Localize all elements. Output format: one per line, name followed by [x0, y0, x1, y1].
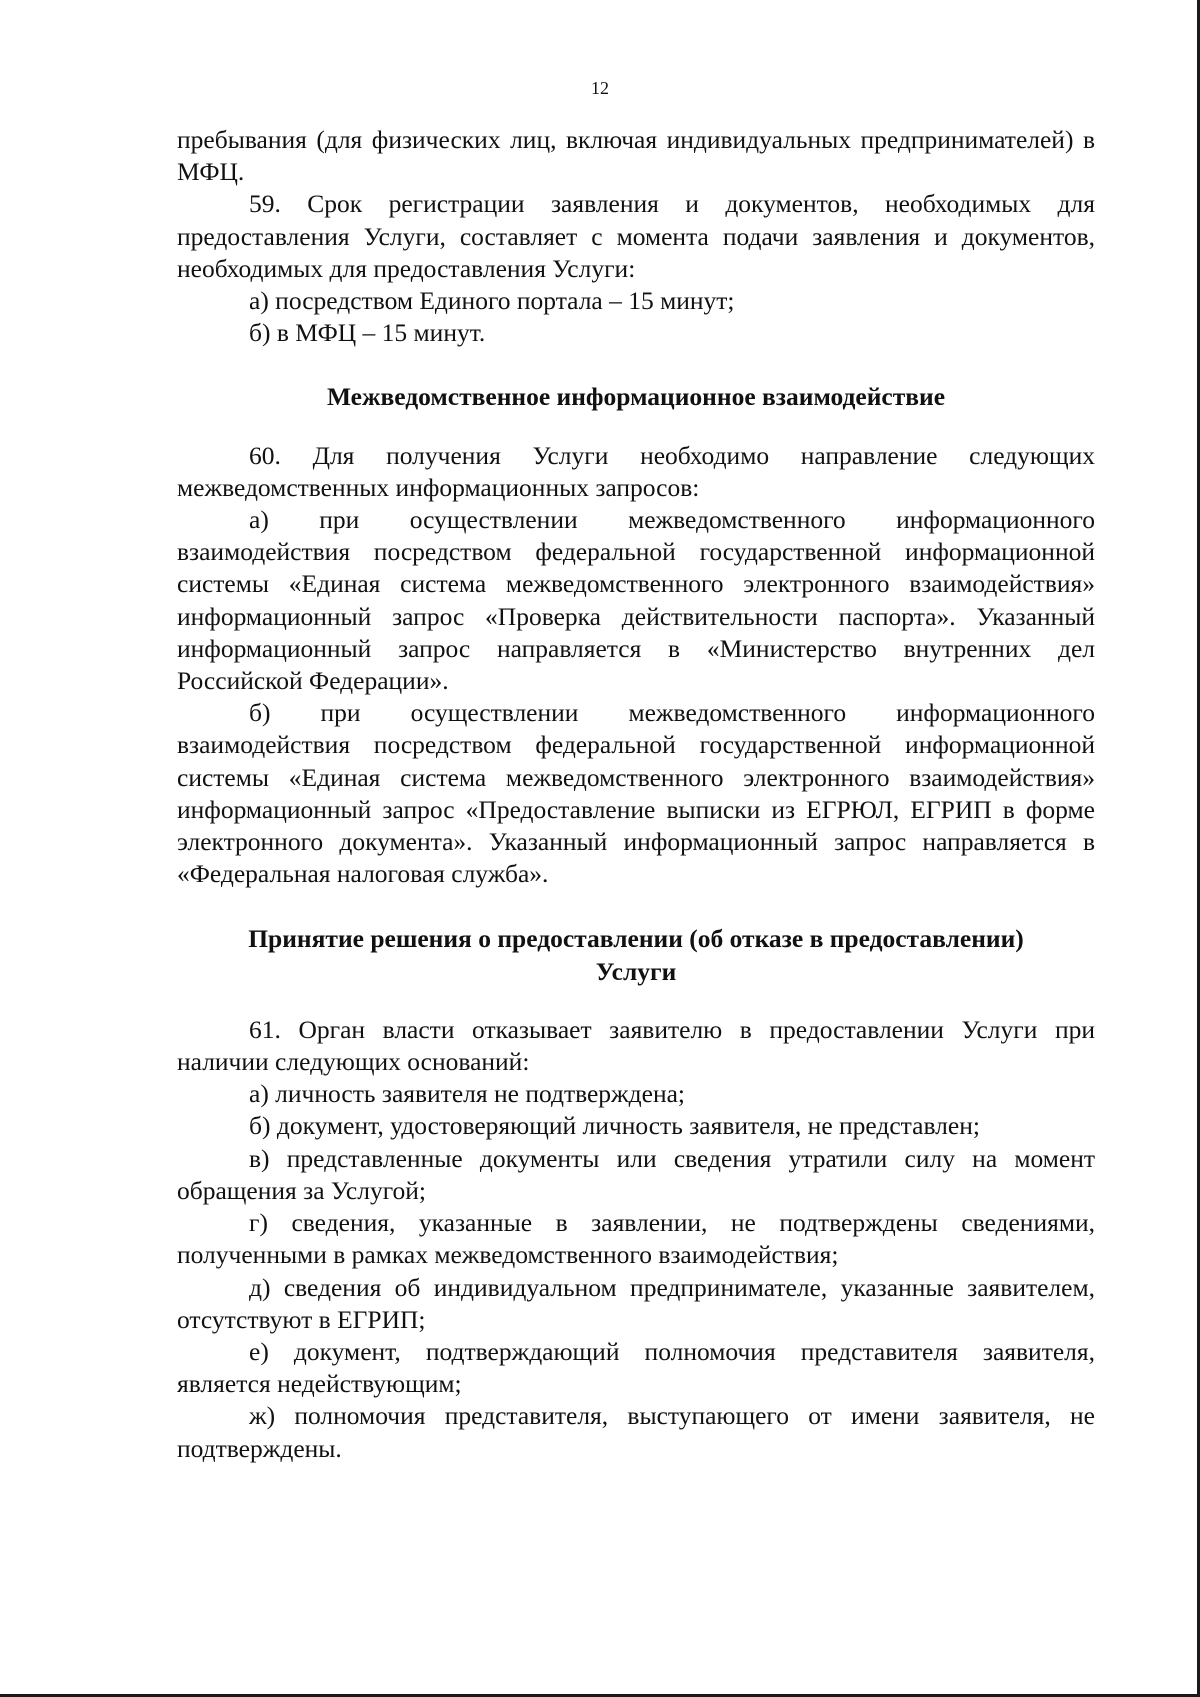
page-number: 12: [591, 78, 609, 98]
paragraph-60-a: а) при осуществлении межведомственного информационного взаимодействия посредством федеральной государственной информационной системы «Единая система межведомственного электронного взаимодействия» информационный запрос «Проверка действительности паспорта». Указанный информационный запрос направляется в «Министерство внутренних дел Российской Федерации».: [177, 505, 1095, 696]
paragraph-61: 61. Орган власти отказывает заявителю в предоставлении Услуги при наличии следующих оснований:: [177, 1014, 1095, 1077]
section-gap: [177, 349, 1095, 381]
paragraph-61-g: г) сведения, указанные в заявлении, не подтверждены сведениями, полученными в рамках межведомственного взаимодействия;: [177, 1208, 1095, 1270]
paragraph-61-a: а) личность заявителя не подтверждена;: [249, 1079, 686, 1109]
section-heading-interagency: Межведомственное информационное взаимодействие: [326, 382, 946, 412]
paragraph-61-d: д) сведения об индивидуальном предпринимателе, указанные заявителем, отсутствуют в ЕГРИП;: [177, 1272, 1095, 1334]
paragraph-60-b: б) при осуществлении межведомственного информационного взаимодействия посредством федеральной государственной информационной системы «Единая система межведомственного электронного взаимодействия» информационный запрос «Предоставление выписки из ЕГРЮЛ, ЕГРИП в форме электронного документа». Указанный информационный запрос направляется в «Федеральная налоговая служба».: [177, 698, 1095, 889]
paragraph-continuation: пребывания (для физических лиц, включая индивидуальных предпринимателей) в МФЦ.: [177, 125, 1095, 187]
section-heading-decision-line-2: Услуги: [595, 956, 677, 986]
paragraph-59-b: б) в МФЦ – 15 минут.: [249, 318, 486, 348]
section-gap: [177, 414, 1095, 440]
paragraph-61-zh: ж) полномочия представителя, выступающего от имени заявителя, не подтверждены.: [177, 1401, 1095, 1463]
paragraph-59-a: а) посредством Единого портала – 15 минут;: [249, 286, 735, 316]
paragraph-61-v: в) представленные документы или сведения утратили силу на момент обращения за Услугой;: [177, 1143, 1095, 1205]
paragraph-61-b: б) документ, удостоверяющий личность заявителя, не представлен;: [249, 1111, 980, 1141]
document-body: [177, 124, 1095, 1465]
section-heading-decision-line-1: Принятие решения о предоставлении (об отказе в предоставлении): [248, 924, 1024, 954]
paragraph-60: 60. Для получения Услуги необходимо направление следующих межведомственных информационных запросов:: [177, 440, 1095, 502]
section-gap: [177, 988, 1095, 1014]
section-gap: [177, 890, 1095, 923]
paragraph-61-e: е) документ, подтверждающий полномочия представителя заявителя, является недействующим;: [177, 1336, 1095, 1399]
paragraph-59: 59. Срок регистрации заявления и документов, необходимых для предоставления Услуги, составляет с момента подачи заявления и документов, необходимых для предоставления Услуги:: [177, 189, 1095, 283]
